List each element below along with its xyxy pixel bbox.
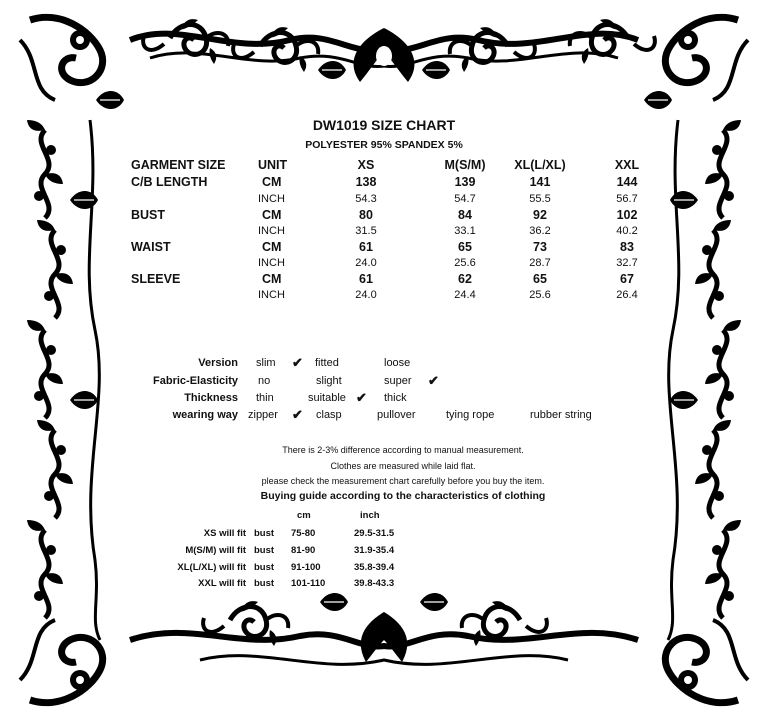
- check-icon: ✔: [428, 373, 439, 388]
- value-cm-xxl: 102: [616, 208, 638, 222]
- value-cm-m: 139: [454, 175, 476, 189]
- value-cm-xxl: 144: [616, 175, 638, 189]
- guide-col-inch: inch: [360, 510, 380, 521]
- unit-cm: CM: [262, 175, 282, 189]
- unit-inch: INCH: [258, 193, 285, 205]
- guide-part: bust: [254, 578, 275, 589]
- value-cm-xl: 141: [529, 175, 551, 189]
- value-inch-m: 24.4: [454, 289, 476, 301]
- header-size-m: M(S/M): [444, 158, 486, 172]
- note-line: There is 2-3% difference according to manual measurement.: [282, 445, 524, 455]
- value-inch-m: 25.6: [454, 257, 476, 269]
- characteristic-label-fabric-elasticity: Fabric-Elasticity: [153, 375, 238, 387]
- guide-inch: 39.8-43.3: [354, 578, 395, 589]
- option-suitable: suitable: [308, 392, 346, 404]
- value-inch-xxl: 32.7: [616, 257, 638, 269]
- value-inch-xl: 36.2: [529, 225, 551, 237]
- value-inch-xxl: 26.4: [616, 289, 638, 301]
- value-cm-xs: 138: [355, 175, 377, 189]
- guide-cm: 101-110: [291, 578, 326, 589]
- value-cm-xxl: 83: [620, 240, 634, 254]
- row-label: BUST: [131, 208, 166, 222]
- unit-cm: CM: [262, 208, 282, 222]
- value-inch-xs: 24.0: [355, 257, 377, 269]
- note-line: Clothes are measured while laid flat.: [330, 461, 476, 471]
- guide-fit: M(S/M) will fit: [185, 545, 246, 556]
- unit-inch: INCH: [258, 225, 285, 237]
- characteristic-label-version: Version: [198, 357, 238, 369]
- header-size-xxl: XXL: [614, 158, 640, 172]
- value-cm-xs: 80: [359, 208, 373, 222]
- guide-part: bust: [254, 562, 275, 573]
- value-inch-xl: 25.6: [529, 289, 551, 301]
- value-inch-m: 33.1: [454, 225, 476, 237]
- unit-inch: INCH: [258, 289, 285, 301]
- value-cm-m: 62: [458, 272, 472, 286]
- row-label: C/B LENGTH: [131, 175, 208, 189]
- option-thick: thick: [384, 392, 407, 404]
- value-inch-m: 54.7: [454, 193, 476, 205]
- guide-col-cm: cm: [297, 510, 311, 521]
- value-cm-xl: 73: [533, 240, 547, 254]
- row-label: WAIST: [131, 240, 171, 254]
- chart-title: DW1019 SIZE CHART: [312, 117, 456, 133]
- option-fitted: fitted: [315, 357, 339, 369]
- option-super: super: [384, 375, 412, 387]
- value-inch-xs: 54.3: [355, 193, 377, 205]
- value-cm-xs: 61: [359, 272, 373, 286]
- guide-fit: XL(L/XL) will fit: [177, 562, 246, 573]
- option-loose: loose: [384, 357, 411, 369]
- note-line: please check the measurement chart carefully before you buy the item.: [261, 476, 545, 486]
- header-size-xl: XL(L/XL): [514, 158, 566, 172]
- row-label: SLEEVE: [131, 272, 181, 286]
- check-icon: ✔: [356, 390, 367, 405]
- option-tying-rope: tying rope: [446, 409, 495, 421]
- value-inch-xxl: 40.2: [616, 225, 638, 237]
- option-clasp: clasp: [316, 409, 342, 421]
- guide-inch: 31.9-35.4: [354, 545, 395, 556]
- value-cm-xl: 92: [533, 208, 547, 222]
- value-inch-xxl: 56.7: [616, 193, 638, 205]
- value-cm-xl: 65: [533, 272, 547, 286]
- value-cm-m: 65: [458, 240, 472, 254]
- unit-cm: CM: [262, 272, 282, 286]
- characteristic-label-wearing-way: wearing way: [172, 409, 238, 421]
- guide-title: Buying guide according to the characteristics of clothing: [260, 490, 546, 502]
- guide-fit: XS will fit: [203, 528, 246, 539]
- guide-cm: 81-90: [291, 545, 316, 556]
- guide-cm: 75-80: [291, 528, 316, 539]
- guide-part: bust: [254, 528, 275, 539]
- check-icon: ✔: [292, 355, 303, 370]
- option-no: no: [258, 375, 271, 387]
- unit-inch: INCH: [258, 257, 285, 269]
- option-thin: thin: [256, 392, 274, 404]
- header-size-xs: XS: [357, 158, 375, 172]
- guide-part: bust: [254, 545, 275, 556]
- guide-fit: XXL will fit: [198, 578, 246, 589]
- option-slim: slim: [256, 357, 276, 369]
- option-pullover: pullover: [377, 409, 416, 421]
- header-garment-size: GARMENT SIZE: [131, 158, 226, 172]
- guide-inch: 35.8-39.4: [354, 562, 395, 573]
- value-cm-xxl: 67: [620, 272, 634, 286]
- value-cm-m: 84: [458, 208, 472, 222]
- value-inch-xl: 55.5: [529, 193, 551, 205]
- option-slight: slight: [316, 375, 342, 387]
- check-icon: ✔: [292, 407, 303, 422]
- value-cm-xs: 61: [359, 240, 373, 254]
- value-inch-xl: 28.7: [529, 257, 551, 269]
- option-zipper: zipper: [248, 409, 278, 421]
- guide-inch: 29.5-31.5: [354, 528, 395, 539]
- header-unit: UNIT: [258, 158, 288, 172]
- value-inch-xs: 24.0: [355, 289, 377, 301]
- guide-cm: 91-100: [291, 562, 321, 573]
- unit-cm: CM: [262, 240, 282, 254]
- option-rubber-string: rubber string: [530, 409, 592, 421]
- value-inch-xs: 31.5: [355, 225, 377, 237]
- characteristic-label-thickness: Thickness: [184, 392, 238, 404]
- material-composition: POLYESTER 95% SPANDEX 5%: [305, 139, 463, 151]
